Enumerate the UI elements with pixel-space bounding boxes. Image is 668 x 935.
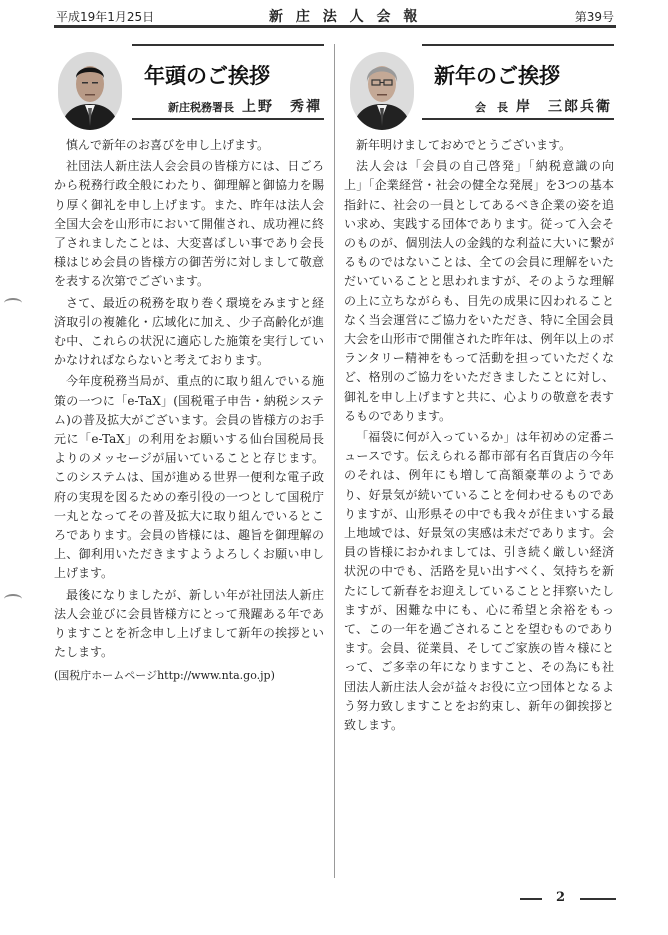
title-rule-top	[422, 44, 614, 46]
paragraph: 社団法人新庄法人会会員の皆様方には、日ごろから税務行政全般にわたり、御理解と御協力を賜り厚く御礼を申し上げます。また、昨年は法人会全国大会を山形市において開催され、成功裡に終了されましたことは、大変喜ばしい事であり会長様はじめ会員の皆様方の御苦労に対しまして敬意を表する次第でございます。	[54, 159, 324, 289]
article-body	[54, 136, 324, 688]
article-title: 年頭のご挨拶	[144, 64, 270, 88]
page-footer	[520, 890, 616, 906]
title-rule-bottom	[132, 118, 324, 120]
author-name: 上野 秀禪	[242, 99, 322, 115]
paragraph: 今年度税務当局が、重点的に取り組んでいる施策の一つに「e-TaX」(国税電子申告・納税システム)の普及拡大がございます。会員の皆様方のお手元に「e-TaX」の利用をお願いする仙台国税局長よりのメッセージが届いていることと存じます。このシステムは、国が進める世界一便利な電子政府の実現を図るための牽引役の一つとして国税庁一丸となってその普及拡大に取り組んでいるところであります。会員の皆様には、趣旨を御理解の上、御利用いただきますようよろしくお願い申し上げます。	[54, 374, 324, 581]
footer-rule	[520, 898, 542, 900]
header-rule	[54, 25, 616, 28]
issue-date: 平成19年1月25日	[56, 10, 155, 24]
paragraph: 「福袋に何が入っているか」は年初めの定番ニュースです。伝えられる都市部有名百貨店の今年のそれは、例年にも増して高額豪華のようであり、好景気が続いていることを伺わせるものでありますが、山形県その中でも我々が住まいする最上地域では、好景気の実感は未だであります。会員の皆様におかれましては、引き続く厳しい経済状況の中でも、活路を見い出すべく、気持ちを新たにして新春をお迎えしていることと拝察いたしますが、困難な中にも、心に希望と余裕をもって、この一年を過ごされることを望むものであります。会員、従業員、そしてご家族の皆々様にとって、ご多幸の年になりますこと、その為にも社団法人新庄法人会が益々お役に立つ団体となるよう努力致しますことをお約束し、新年の御挨拶と致します。	[344, 430, 614, 733]
paragraph: 法人会は「会員の自己啓発」「納税意識の向上」「企業経営・社会の健全な発展」を3つの基本指針に、社会の一員としてあるべき企業の姿を追い求め、実践する団体であります。従って入会そのものが、個別法人の金銭的な利益に大いに繋がるものではないことは、全ての会員に理解をいただいていることと思われますが、そのような理解の上に立ちながらも、目先の成果に囚われることなく当会運営にご協力をいただき、特に全国会員大会を山形市で開催された昨年は、例年以上のボランタリー精神をもって活動を担っていただくなど、格別のご協力をいただきましたことに対し、御礼を申し上げますと共に、心よりの敬意を表するものであります。	[344, 159, 614, 423]
newsletter-title: 新 庄 法 人 会 報	[269, 9, 422, 25]
author-role: 会 長	[475, 101, 508, 114]
article-title: 新年のご挨拶	[434, 64, 560, 88]
paragraph: 最後になりましたが、新しい年が社団法人新庄法人会並びに会員皆様方にとって飛躍ある年でありますことを祈念申し上げまして新年の挨拶といたします。	[54, 587, 324, 660]
paragraph: 慎んで新年のお喜びを申し上げます。	[66, 138, 270, 152]
byline	[475, 96, 612, 116]
punch-hole-mark	[4, 298, 22, 308]
author-name: 岸 三郎兵衛	[516, 99, 612, 115]
source-note: (国税庁ホームページhttp://www.nta.go.jp)	[54, 669, 275, 683]
page-number: 2	[556, 890, 566, 905]
paragraph: 新年明けましておめでとうございます。	[356, 138, 572, 152]
page-header	[56, 6, 614, 26]
tax-office-director-photo	[58, 52, 122, 130]
punch-hole-mark	[4, 594, 22, 604]
paragraph: さて、最近の税務を取り巻く環境をみますと経済取引の複雑化・広域化に加え、少子高齢化が進む中、これらの状況に適応した施策を実行していかなければならないと考えております。	[54, 295, 324, 368]
article-body	[344, 136, 614, 737]
chairman-photo	[350, 52, 414, 130]
author-role: 新庄税務署長	[168, 101, 234, 114]
footer-rule	[580, 898, 616, 900]
byline	[168, 96, 322, 116]
issue-number: 第39号	[574, 10, 614, 24]
column-divider	[334, 44, 335, 878]
title-rule-top	[132, 44, 324, 46]
title-rule-bottom	[422, 118, 614, 120]
